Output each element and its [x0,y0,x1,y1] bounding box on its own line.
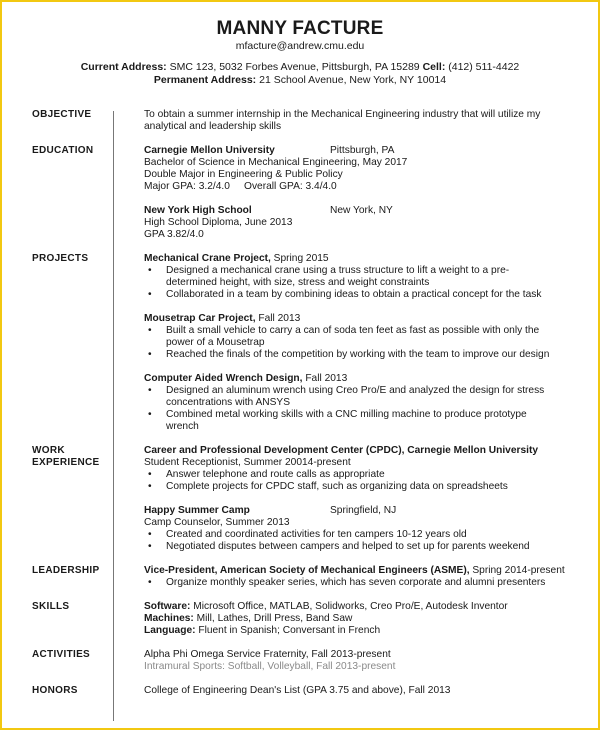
resume-header [2,2,598,87]
skills-software-value: Microsoft Office, MATLAB, Solidworks, Creo Pro/E, Autodesk Inventor [190,601,508,612]
section-content [112,109,598,133]
section-leadership [2,565,598,589]
section-label: HONORS [32,685,78,696]
job-role: Camp Counselor, Summer 2013 [144,517,290,528]
leadership-date: Spring 2014-present [469,565,565,576]
contact-block [2,61,598,87]
bullet-list [144,325,558,361]
skills-machines-value: Mill, Lathes, Drill Press, Band Saw [193,613,353,624]
section-education [2,145,598,241]
activity-line: Intramural Sports: Softball, Volleyball, Fall 2013-present [144,661,396,672]
degree-line: Double Major in Engineering & Public Policy [144,169,343,180]
job-role: Student Receptionist, Summer 20014-present [144,457,351,468]
current-address: SMC 123, 5032 Forbes Avenue, Pittsburgh, PA 15289 [169,61,420,73]
job-heading [144,505,558,517]
cell-number: (412) 511-4422 [448,61,520,73]
gpa-line: Major GPA: 3.2/4.0 Overall GPA: 3.4/4.0 [144,181,337,192]
section-objective [2,109,598,133]
permanent-address-line [2,74,598,87]
list-item: • Combined metal working skills with a CNC milling machine to produce prototype wrench [144,409,558,433]
permanent-address: 21 School Avenue, New York, NY 10014 [259,74,447,86]
section-content [112,685,598,697]
skills-language-value: Fluent in Spanish; Conversant in French [195,625,381,636]
section-honors [2,685,598,697]
section-skills [2,601,598,637]
project-heading [144,253,558,265]
school-heading [144,205,558,217]
bullet-list [144,385,558,433]
permanent-address-label: Permanent Address: [153,74,257,86]
project-title: Computer Aided Wrench Design, [144,373,303,384]
section-content [112,445,598,553]
section-label-line: EXPERIENCE [32,457,100,468]
bullet-list [144,265,558,301]
bullet-list [144,577,565,589]
activity-line: Alpha Phi Omega Service Fraternity, Fall 2013-present [144,649,391,660]
list-item: • Negotiated disputes between campers and helped to set up for parents weekend [144,541,558,553]
school-location: New York, NY [330,205,393,216]
list-item: • Created and coordinated activities for ten campers 10-12 years old [144,529,558,541]
skills-software-label: Software: [144,601,191,612]
section-label: OBJECTIVE [32,109,92,120]
section-content [112,601,598,637]
leadership-title: Vice-President, American Society of Mechanical Engineers (ASME), [144,565,470,576]
project-date: Fall 2013 [302,373,348,384]
skills-software [144,601,558,613]
list-item: • Built a small vehicle to carry a can of soda ten feet as fast as possible with only the power of a Mousetrap [144,325,558,349]
section-projects [2,253,598,433]
section-label: PROJECTS [32,253,89,264]
skills-language [144,625,558,637]
honor-line: College of Engineering Dean's List (GPA 3.75 and above), Fall 2013 [144,685,451,696]
job-title: Happy Summer Camp [144,505,250,516]
section-label: LEADERSHIP [32,565,100,576]
section-content [112,253,598,433]
candidate-name: MANNY FACTURE [216,18,384,39]
section-activities [2,649,598,673]
list-item: • Reached the finals of the competition by working with the team to improve our design [144,349,558,361]
bullet-list [144,469,558,493]
resume-body [2,109,598,697]
section-label [2,445,112,553]
school-location: Pittsburgh, PA [330,145,395,156]
list-item: • Answer telephone and route calls as appropriate [144,469,558,481]
school-name: Carnegie Mellon University [144,145,275,156]
project-title: Mechanical Crane Project, [144,253,271,264]
skills-language-label: Language: [144,625,196,636]
section-label: EDUCATION [32,145,94,156]
current-address-line [2,61,598,74]
objective-text: analytical and leadership skills [144,121,282,132]
section-content [112,565,600,589]
skills-machines-label: Machines: [144,613,194,624]
project-heading [144,313,558,325]
list-item: • Complete projects for CPDC staff, such as organizing data on spreadsheets [144,481,558,493]
section-content [112,145,598,241]
email-address: mfacture@andrew.cmu.edu [235,40,365,52]
list-item: • Organize monthly speaker series, which has seven corporate and alumni presenters [144,577,565,589]
school-name: New York High School [144,205,252,216]
section-work-experience [2,445,598,553]
section-content [112,649,598,673]
leadership-heading [144,565,565,577]
objective-text: To obtain a summer internship in the Mechanical Engineering industry that will utilize my [144,109,541,120]
cell-label: Cell: [422,61,446,73]
skills-machines [144,613,558,625]
gpa-line: GPA 3.82/4.0 [144,229,204,240]
job-title: Career and Professional Development Center (CPDC), Carnegie Mellon University [144,445,539,456]
project-date: Spring 2015 [270,253,329,264]
section-label: SKILLS [32,601,70,612]
project-date: Fall 2013 [255,313,301,324]
list-item: • Designed a mechanical crane using a truss structure to lift a weight to a pre-determined height, with size, stress and weight constraints [144,265,558,289]
list-item: • Collaborated in a team by combining ideas to obtain a practical concept for the task [144,289,558,301]
list-item: • Designed an aluminum wrench using Creo Pro/E and analyzed the design for stress concentrations with ANSYS [144,385,558,409]
degree-line: High School Diploma, June 2013 [144,217,293,228]
project-heading [144,373,558,385]
section-label-line: WORK [32,445,65,456]
degree-line: Bachelor of Science in Mechanical Engineering, May 2017 [144,157,408,168]
school-heading [144,145,558,157]
bullet-list [144,529,558,553]
current-address-label: Current Address: [80,61,167,73]
project-title: Mousetrap Car Project, [144,313,256,324]
section-label: ACTIVITIES [32,649,91,660]
job-location: Springfield, NJ [330,505,397,516]
